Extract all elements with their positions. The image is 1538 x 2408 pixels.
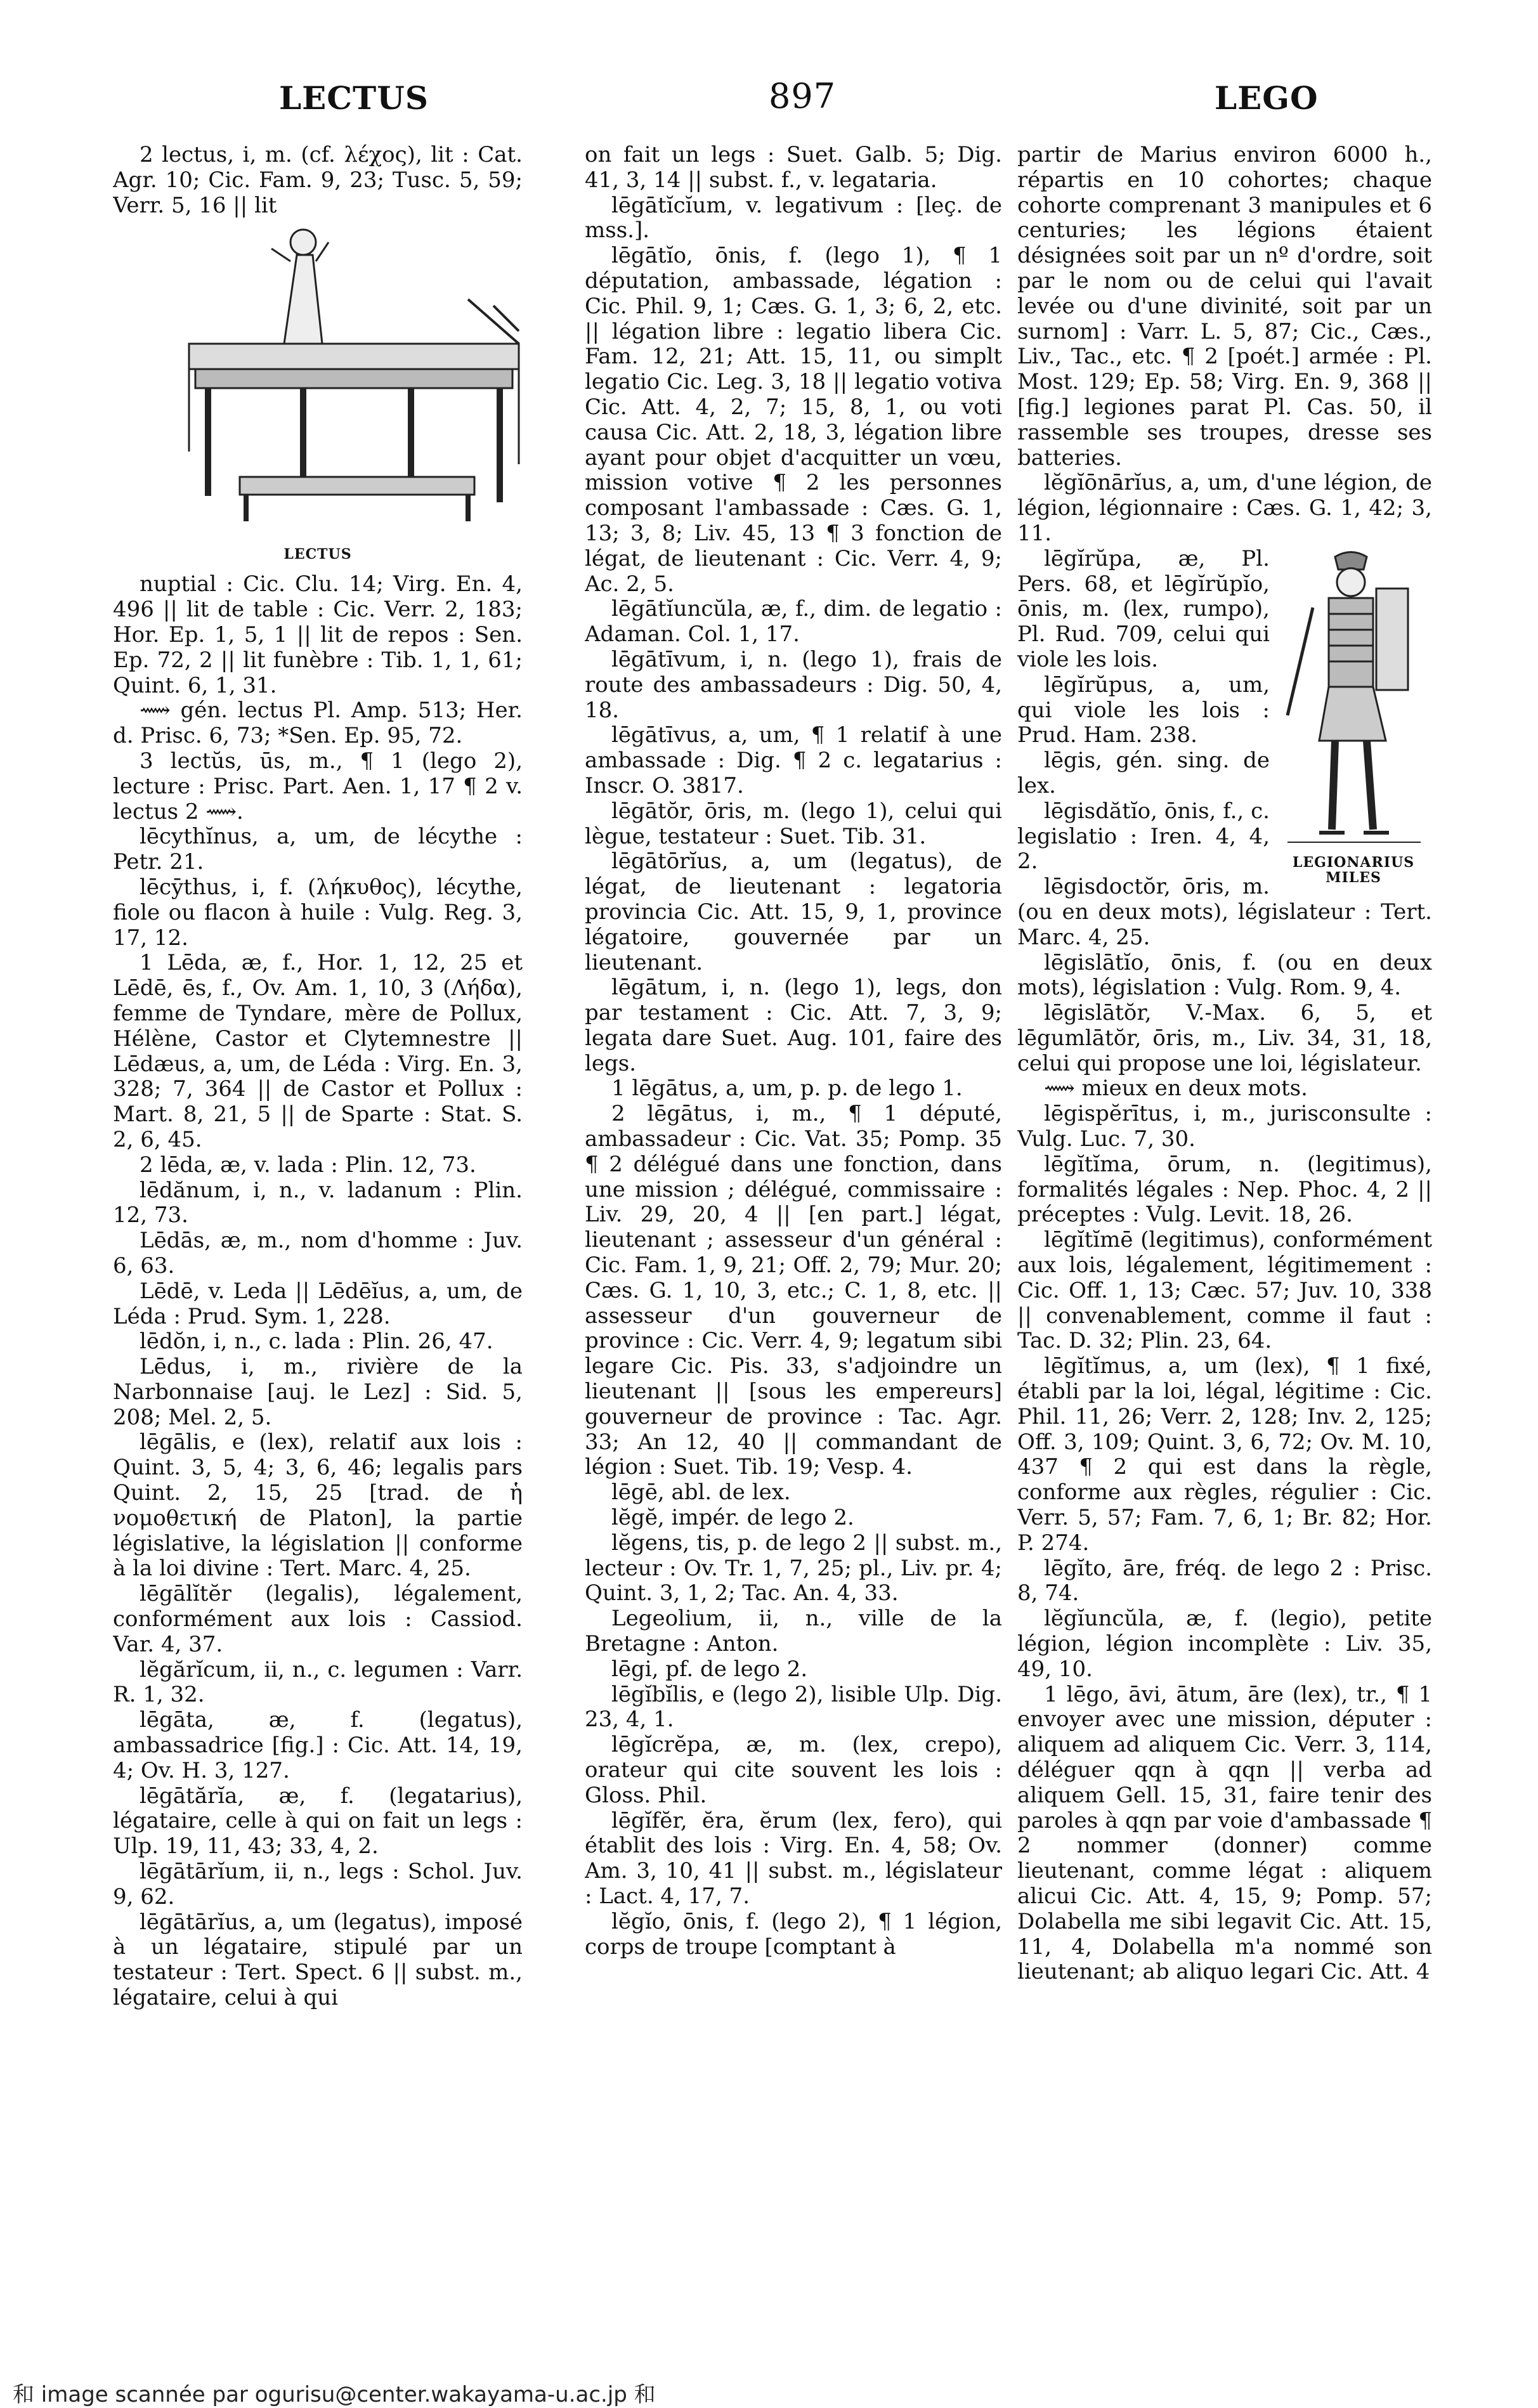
page-number: 897 (769, 76, 837, 116)
legionarius-illustration (1275, 550, 1432, 893)
dictionary-entry: lēgĭfĕr, ĕra, ĕrum (lex, fero), qui établit des lois : Virg. En. 4, 58; Ov. Am. 3, 10, 41 || subst. m., législateur : Lact. 4, 17, 7. (585, 1807, 1002, 1909)
dictionary-entry: 2 lectus, i, m. (cf. λέχος), lit : Cat. Agr. 10; Cic. Fam. 9, 23; Tusc. 5, 59; Verr. 5, 16 || lit (113, 143, 523, 218)
dictionary-entry: Lēdē, v. Leda || Lēdēĭus, a, um, de Léda : Prud. Sym. 1, 228. (113, 1278, 523, 1329)
dictionary-entry: lēgātārĭum, ii, n., legs : Schol. Juv. 9, 62. (113, 1859, 523, 1910)
dictionary-entry: Lēdās, æ, m., nom d'homme : Juv. 6, 63. (113, 1228, 523, 1279)
figure-caption-line: LEGIONARIUS (1292, 854, 1415, 871)
dictionary-entry: lēgātārĭus, a, um (legatus), imposé à un légataire, stipulé par un testateur : Tert. Spect. 6 || subst. m., légataire, celui à qui (113, 1909, 523, 2011)
dictionary-entry: 1 lēgo, āvi, ātum, āre (lex), tr., ¶ 1 envoyer avec une mission, députer : aliquem ad aliquem Cic. Verr. 3, 114, déléguer qqn à qqn || verba ad aliquem Gell. 15, 31, faire tenir des paroles à qqn par voie d'ambassade ¶ 2 nommer (donner) comme lieutenant, comme légat : aliquem alicui Cic. Att. 4, 15, 9; Pomp. 57; Dolabella me sibi legavit Cic. Att. 15, 11, 4, Dolabella m'a nommé son lieutenant; ab aliquo legari Cic. Att. 4 (1017, 1681, 1432, 1985)
dictionary-entry: lĕgens, tis, p. de lego 2 || subst. m., lecteur : Ov. Tr. 1, 7, 25; pl., Liv. pr. 4; Quint. 3, 1, 2; Tac. An. 4, 33. (585, 1530, 1002, 1606)
dictionary-entry: lēgātōrĭus, a, um (legatus), de légat, de lieutenant : legatoria provincia Cic. Att. 15, 9, 1, province légatoire, gouvernée par un lieutenant. (585, 849, 1002, 975)
dictionary-entry: lēgātĭcĭum, v. legativum : [leç. de mss.]. (585, 192, 1002, 244)
dictionary-entry: lēgispĕrītus, i, m., jurisconsulte : Vulg. Luc. 7, 30. (1017, 1101, 1432, 1152)
dictionary-entry: lēgĭtĭmē (legitimus), conformément aux lois, légalement, légitimement : Cic. Off. 1, 13; Cæc. 57; Juv. 10, 338 || convenablement, comme il faut : Tac. D. 32; Plin. 23, 64. (1017, 1227, 1432, 1354)
dictionary-entry: lēgālĭtĕr (legalis), légalement, conformément aux lois : Cassiod. Var. 4, 37. (113, 1581, 523, 1657)
dictionary-entry: lēgĭbĭlis, e (lego 2), lisible Ulp. Dig. 23, 4, 1. (585, 1681, 1002, 1733)
dictionary-entry: 2 lēda, æ, v. lada : Plin. 12, 73. (140, 1152, 476, 1178)
column-1 (113, 143, 523, 2343)
dictionary-entry: lĕgĭōnārĭus, a, um, d'une légion, de légion, légionnaire : Cæs. G. 1, 42; 3, 11. (1017, 470, 1432, 546)
dictionary-entry: lēgis, gén. sing. de lex. (1017, 748, 1270, 798)
dictionary-entry: lēdănum, i, n., v. ladanum : Plin. 12, 73. (113, 1177, 523, 1228)
dictionary-entry: lēcythĭnus, a, um, de lécythe : Petr. 21. (113, 824, 523, 875)
dictionary-entry: partir de Marius environ 6000 h., répartis en 10 cohortes; chaque cohorte comprenant 3 manipules et 6 centuries; les légions étaient désignées soit par un nº d'ordre, soit par le nom ou de celui qui l'avait levée ou d'une divinité, soit par un surnom] : Varr. L. 5, 87; Cic., Cæs., Liv., Tac., etc. ¶ 2 [poét.] armée : Pl. Most. 129; Ep. 58; Virg. En. 9, 368 || [fig.] legiones parat Pl. Cas. 50, il rassemble ses troupes, dresse ses batteries. (1017, 143, 1432, 471)
dictionary-entry: lēgātărĭa, æ, f. (legatarius), légataire, celle à qui on fait un legs : Ulp. 19, 11, 43; 33, 4, 2. (113, 1783, 523, 1859)
legionarius-drawing (1275, 550, 1432, 849)
dictionary-entry: lēcȳthus, i, f. (λήκυθος), lécythe, fiole ou flacon à huile : Vulg. Reg. 3, 17, 12. (113, 874, 523, 951)
running-head-right: LEGO (1215, 79, 1319, 117)
dictionary-entry: ⟿ mieux en deux mots. (1044, 1076, 1308, 1102)
dictionary-entry: lĕgĕ, impér. de lego 2. (611, 1505, 854, 1531)
dictionary-entry: lēgātum, i, n. (lego 1), legs, don par testament : Cic. Att. 7, 3, 9; legata dare Suet. Aug. 101, faire des legs. (585, 975, 1002, 1076)
dictionary-entry: 2 lēgātus, i, m., ¶ 1 député, ambassadeur : Cic. Vat. 35; Pomp. 35 ¶ 2 délégué dans une fonction, dans une mission ; délégué, commissaire : Liv. 29, 20, 4 || [en part.] légat, lieutenant ; assesseur d'un général : Cic. Fam. 1, 9, 21; Off. 2, 79; Mur. 20; Cæs. G. 1, 10, 3, etc.; C. 1, 8, etc. || assesseur d'un gouverneur de province : Cic. Verr. 4, 9; legatum sibi legare Cic. Pis. 33, s'adjoindre un lieutenant || [sous les empereurs] gouverneur de province : Tac. Agr. 33; An 12, 40 || commandant de légion : Suet. Tib. 19; Vesp. 4. (585, 1101, 1002, 1480)
dictionary-entry: Legeolium, ii, n., ville de la Bretagne : Anton. (585, 1606, 1002, 1657)
dictionary-entry: nuptial : Cic. Clu. 14; Virg. En. 4, 496 || lit de table : Cic. Verr. 2, 183; Hor. Ep. 1, 5, 1 || lit de repos : Sen. Ep. 72, 2 || lit funèbre : Tib. 1, 1, 61; Quint. 6, 1, 31. (113, 571, 523, 698)
dictionary-entry: lēgĭto, āre, fréq. de lego 2 : Prisc. 8, 74. (1017, 1555, 1432, 1606)
figure-caption (1275, 855, 1432, 885)
dictionary-entry: lēgĭcrĕpa, æ, m. (lex, crepo), orateur qui cite souvent les lois : Gloss. Phil. (585, 1732, 1002, 1808)
dictionary-entry: lēgālis, e (lex), relatif aux lois : Quint. 3, 5, 4; 3, 6, 46; legalis pars Quint. 2, 15, 25 [trad. de ἡ νομοθετική de Platon], la partie législative, la législation || conforme à la loi divine : Tert. Marc. 4, 25. (113, 1429, 523, 1582)
dictionary-entry: 1 Lēda, æ, f., Hor. 1, 12, 25 et Lēdē, ēs, f., Ov. Am. 1, 10, 3 (Λήδα), femme de Tyndare, mère de Pollux, Hélène, Castor et Clytemnestre || Lēdæus, a, um, de Léda : Virg. En. 3, 328; 7, 364 || de Castor et Pollux : Mart. 8, 21, 5 || de Sparte : Stat. S. 2, 6, 45. (113, 950, 523, 1152)
dictionary-entry: 1 lēgātus, a, um, p. p. de lego 1. (611, 1076, 963, 1102)
running-head-left: LECTUS (279, 79, 429, 117)
column-3 (1017, 143, 1432, 2343)
lectus-drawing (113, 223, 523, 540)
dictionary-entry: lēgātīvus, a, um, ¶ 1 relatif à une ambassade : Dig. ¶ 2 c. legatarius : Inscr. O. 3817. (585, 722, 1002, 798)
dictionary-entry: lĕgărĭcum, ii, n., c. legumen : Varr. R. 1, 32. (113, 1656, 523, 1708)
lectus-illustration (113, 223, 523, 566)
dictionary-entry: lēgātĭuncŭla, æ, f., dim. de legatio : Adaman. Col. 1, 17. (585, 596, 1002, 648)
dictionary-entry: lēgātīvum, i, n. (lego 1), frais de route des ambassadeurs : Dig. 50, 4, 18. (585, 646, 1002, 723)
dictionary-entry: lēgislātĭo, ōnis, f. (ou en deux mots), législation : Vulg. Rom. 9, 4. (1017, 949, 1432, 1001)
dictionary-entry: lēgi, pf. de lego 2. (611, 1656, 808, 1682)
dictionary-entry: lēgātĭo, ōnis, f. (lego 1), ¶ 1 députation, ambassade, légation : Cic. Phil. 9, 1; Cæs. G. 1, 3; 6, 2, etc. || légation libre : legatio libera Cic. Fam. 12, 21; Att. 15, 11, ou simplt legatio Cic. Leg. 3, 18 || legatio votiva Cic. Att. 4, 2, 7; 15, 8, 1, ou voti causa Cic. Att. 2, 18, 3, légation libre ayant pour objet d'acquitter un vœu, mission votive ¶ 2 les personnes composant l'ambassade : Cæs. G. 1, 13; 3, 8; Liv. 45, 13 ¶ 3 fonction de légat, de lieutenant : Cic. Verr. 4, 9; Ac. 2, 5. (585, 243, 1002, 597)
dictionary-entry: on fait un legs : Suet. Galb. 5; Dig. 41, 3, 14 || subst. f., v. legataria. (585, 143, 1002, 193)
dictionary-entry: lēgĭrŭpa, æ, Pl. Pers. 68, et lēgĭrŭpĭo, ōnis, m. (lex, rumpo), Pl. Rud. 709, celui qui viole les lois. (1017, 545, 1270, 672)
dictionary-entry: lēgĭrŭpus, a, um, qui viole les lois : Prud. Ham. 238. (1017, 672, 1270, 748)
dictionary-entry: 3 lectŭs, ūs, m., ¶ 1 (lego 2), lecture : Prisc. Part. Aen. 1, 17 ¶ 2 v. lectus 2 ⟿. (113, 748, 523, 824)
dictionary-entry: Lēdus, i, m., rivière de la Narbonnaise [auj. le Lez] : Sid. 5, 208; Mel. 2, 5. (113, 1354, 523, 1430)
dictionary-entry: lēgĭtĭmus, a, um (lex), ¶ 1 fixé, établi par la loi, légal, légitime : Cic. Phil. 11, 26; Verr. 2, 128; Inv. 2, 125; Off. 3, 109; Quint. 3, 6, 72; Ov. M. 10, 437 ¶ 2 qui est dans la règle, conforme aux règles, régulier : Cic. Verr. 5, 57; Fam. 7, 6, 1; Br. 82; Hor. P. 274. (1017, 1353, 1432, 1556)
dictionary-entry: lēdŏn, i, n., c. lada : Plin. 26, 47. (140, 1329, 493, 1355)
dictionary-entry: lēgē, abl. de lex. (611, 1480, 791, 1506)
dictionary-entry: lēgĭtĭma, ōrum, n. (legitimus), formalités légales : Nep. Phoc. 4, 2 || préceptes : Vulg. Levit. 18, 26. (1017, 1151, 1432, 1228)
figure-caption: LECTUS (283, 546, 352, 563)
column-2 (585, 143, 1002, 2343)
dictionary-entry: lēgāta, æ, f. (legatus), ambassadrice [fig.] : Cic. Att. 14, 19, 4; Ov. H. 3, 127. (113, 1707, 523, 1783)
dictionary-entry: lēgisdoctŏr, ōris, m. (ou en deux mots), législateur : Tert. Marc. 4, 25. (1017, 874, 1432, 950)
dictionary-entry: lēgātŏr, ōris, m. (lego 1), celui qui lègue, testateur : Suet. Tib. 31. (585, 798, 1002, 849)
scan-attribution: 和 image scannée par ogurisu@center.wakayama-u.ac.jp 和 (13, 2382, 656, 2407)
dictionary-entry: lēgislātŏr, V.-Max. 6, 5, et lēgumlātŏr, ōris, m., Liv. 34, 31, 18, celui qui propose une loi, législateur. (1017, 1000, 1432, 1076)
dictionary-entry: lĕgĭo, ōnis, f. (lego 2), ¶ 1 légion, corps de troupe [comptant à (585, 1908, 1002, 1960)
dictionary-entry: ⟿ gén. lectus Pl. Amp. 513; Her. d. Prisc. 6, 73; *Sen. Ep. 95, 72. (113, 698, 523, 749)
figure-caption-line: MILES (1326, 869, 1381, 886)
dictionary-entry: lēgisdătĭo, ōnis, f., c. legislatio : Iren. 4, 4, 2. (1017, 798, 1270, 875)
dictionary-entry: lĕgĭuncŭla, æ, f. (legio), petite légion, légion incomplète : Liv. 35, 49, 10. (1017, 1606, 1432, 1682)
